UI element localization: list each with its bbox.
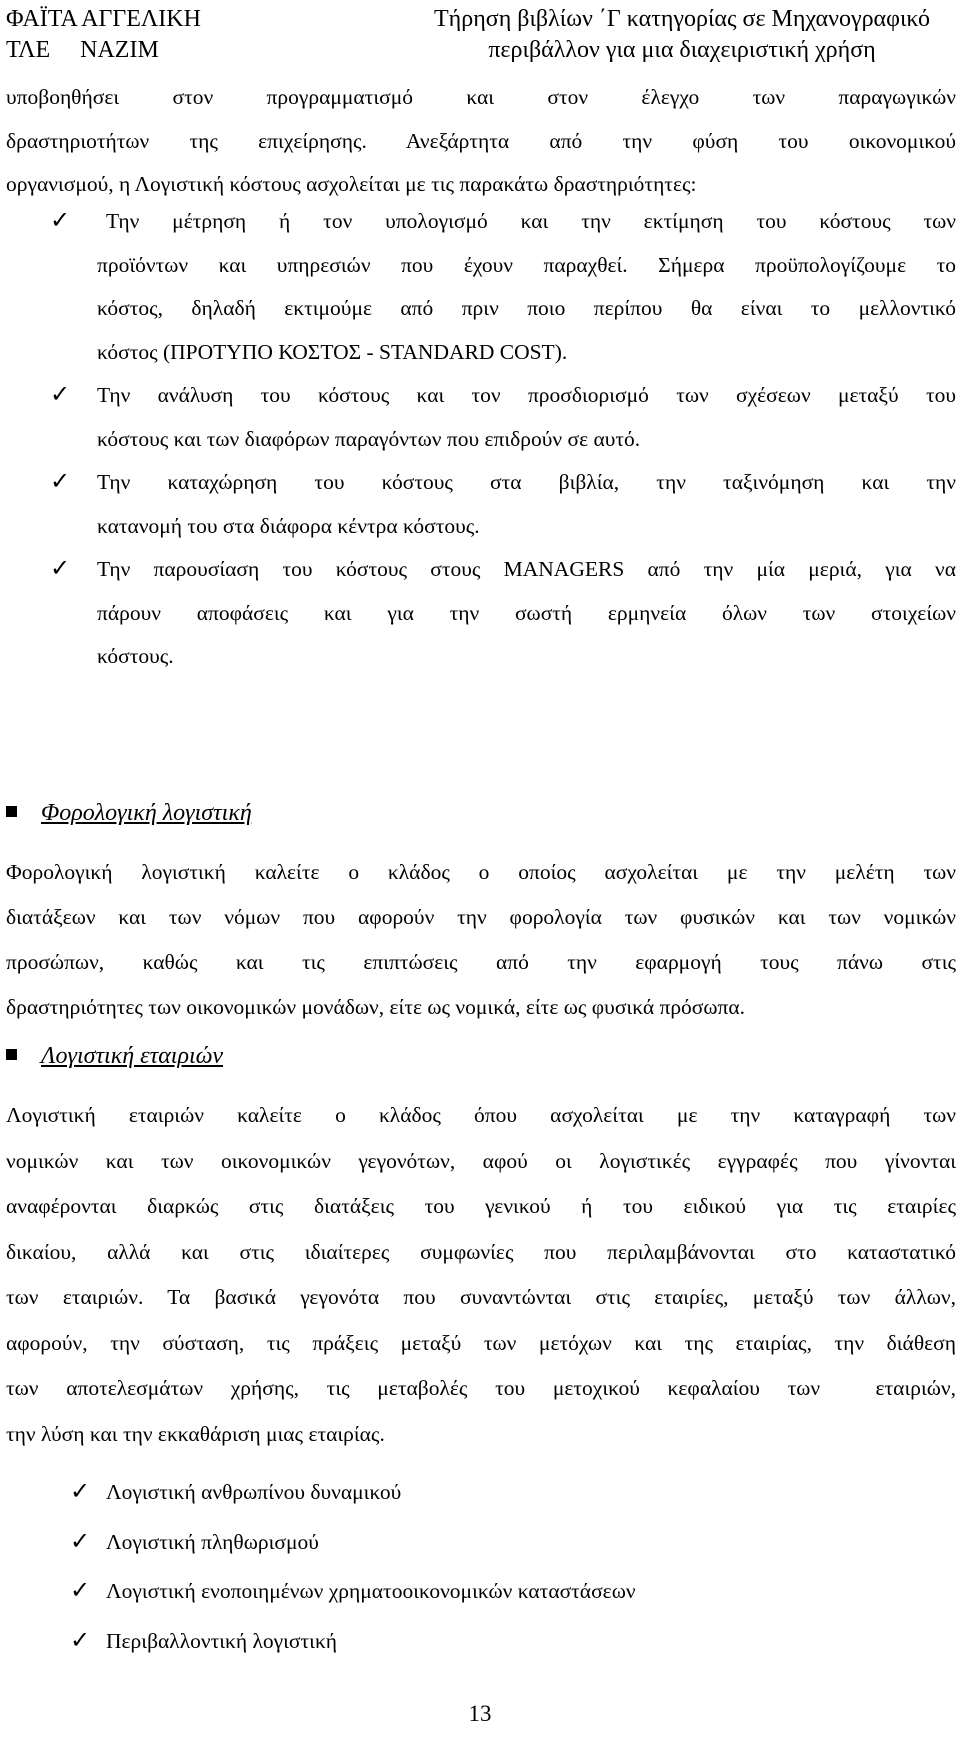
header-right — [434, 4, 930, 66]
activity-continuation — [6, 244, 956, 375]
checkmark-icon: ✓ — [50, 208, 71, 234]
text-line: δικαίου, αλλά και στις ιδιαίτερες συμφωνίες που περιλαμβάνονται στο καταστατικό — [6, 1239, 956, 1264]
text-line: διατάξεων και των νόμων που αφορούν την φορολογία των φυσικών και των νομικών — [6, 905, 956, 929]
list-item-label: Λογιστική πληθωρισμού — [106, 1529, 319, 1554]
text-line: οργανισμού, η Λογιστική κόστους ασχολείται με τις παρακάτω δραστηριότητες: — [6, 172, 697, 196]
header-author: ΦΑΪΤΑ ΑΓΓΕΛΙΚΗ — [6, 6, 201, 32]
text-line: υποβοηθήσει στον προγραμματισμό και στον έλεγχο των παραγωγικών — [6, 85, 956, 109]
page-number: 13 — [468, 1701, 492, 1726]
text-line: κατανομή του στα διάφορα κέντρα κόστους. — [97, 513, 480, 538]
list-item-label: Περιβαλλοντική λογιστική — [106, 1628, 338, 1653]
text-line: κόστους. — [97, 644, 174, 668]
list-item — [6, 461, 956, 548]
text-line: Την καταχώρηση του κόστους στα βιβλία, την ταξινόμηση και την — [97, 470, 956, 494]
header-school: ΤΛΕ ΝΑΖΙΜ — [6, 37, 159, 63]
list-item-label: Λογιστική ανθρωπίνου δυναμικού — [106, 1480, 402, 1504]
checkmark-icon: ✓ — [50, 469, 71, 495]
text-line: των εταιριών. Τα βασικά γεγονότα που συναντώνται στις εταιρίες, μεταξύ των άλλων, — [6, 1285, 956, 1309]
text-line: Την ανάλυση του κόστους και τον προσδιορισμό των σχέσεων μεταξύ του — [97, 383, 956, 407]
checkmark-icon: ✓ — [50, 382, 71, 408]
text-line: κόστος (ΠΡΟΤΥΠΟ ΚΟΣΤΟΣ - STANDARD COST). — [97, 339, 568, 364]
intro-paragraph — [6, 76, 956, 207]
list-item — [6, 200, 956, 244]
list-item — [6, 548, 956, 679]
section-heading-tax: Φορολογική λογιστική — [6, 800, 252, 827]
text-line: αφορούν, την σύσταση, τις πράξεις μεταξύ των μετόχων και της εταιρίας, την διάθεση — [6, 1330, 956, 1355]
text-line: αναφέρονται διαρκώς στις διατάξεις του γενικού ή του ειδικού για τις εταιρίες — [6, 1194, 956, 1218]
tax-paragraph — [6, 850, 956, 1030]
square-bullet-icon — [6, 806, 17, 817]
list-item — [6, 1567, 636, 1617]
checkmark-icon: ✓ — [50, 556, 71, 582]
company-subtopics-list — [6, 1468, 636, 1666]
checkmark-icon: ✓ — [70, 1479, 91, 1505]
list-item — [6, 1518, 636, 1568]
text-line: προσώπων, καθώς και τις επιπτώσεις από την εφαρμογή τους πάνω στις — [6, 950, 956, 974]
text-line: προϊόντων και υπηρεσιών που έχουν παραχθεί. Σήμερα προϋπολογίζουμε το — [97, 252, 956, 277]
text-line: Φορολογική λογιστική καλείτε ο κλάδος ο οποίος ασχολείται με την μελέτη των — [6, 860, 956, 884]
text-line: δραστηριοτήτων της επιχείρησης. Ανεξάρτητα από την φύση του οικονομικού — [6, 128, 956, 153]
checkmark-icon: ✓ — [70, 1578, 91, 1604]
list-item — [6, 1617, 636, 1667]
list-item — [6, 374, 956, 461]
text-line: Την παρουσίαση του κόστους στους MANAGERS από την μία μεριά, για να — [97, 557, 956, 581]
list-item — [6, 1468, 636, 1518]
text-line: την λύση και την εκκαθάριση μιας εταιρίας. — [6, 1421, 385, 1446]
header-title-line2: περιβάλλον για μια διαχειριστική χρήση — [488, 37, 876, 63]
text-line: κόστος, δηλαδή εκτιμούμε από πριν ποιο περίπου θα είναι το μελλοντικό — [97, 296, 956, 320]
text-line: πάρουν αποφάσεις και για την σωστή ερμηνεία όλων των στοιχείων — [97, 600, 956, 625]
text-line: νομικών και των οικονομικών γεγονότων, αφού οι λογιστικές εγγραφές που γίνονται — [6, 1148, 956, 1173]
text-line: των αποτελεσμάτων χρήσης, τις μεταβολές του μετοχικού κεφαλαίου των εταιριών, — [6, 1376, 956, 1400]
text-line: Την μέτρηση ή τον υπολογισμό και την εκτίμηση του κόστους των — [106, 209, 956, 233]
company-paragraph — [6, 1093, 956, 1457]
header-left — [6, 4, 201, 66]
text-line: Λογιστική εταιριών καλείτε ο κλάδος όπου ασχολείται με την καταγραφή των — [6, 1103, 956, 1127]
section-heading-company: Λογιστική εταιριών — [6, 1043, 223, 1070]
text-line: κόστους και των διαφόρων παραγόντων που επιδρούν σε αυτό. — [97, 426, 641, 451]
header-title-line1: Τήρηση βιβλίων ΄Γ κατηγορίας σε Μηχανογραφικό — [434, 6, 930, 32]
square-bullet-icon — [6, 1049, 17, 1060]
checkmark-icon: ✓ — [70, 1627, 91, 1654]
checkmark-icon: ✓ — [70, 1528, 91, 1555]
list-item-label: Λογιστική ενοποιημένων χρηματοοικονομικών καταστάσεων — [106, 1579, 636, 1603]
activity-list — [6, 200, 956, 679]
text-line: δραστηριότητες των οικονομικών μονάδων, είτε ως νομικά, είτε ως φυσικά πρόσωπα. — [6, 995, 746, 1019]
